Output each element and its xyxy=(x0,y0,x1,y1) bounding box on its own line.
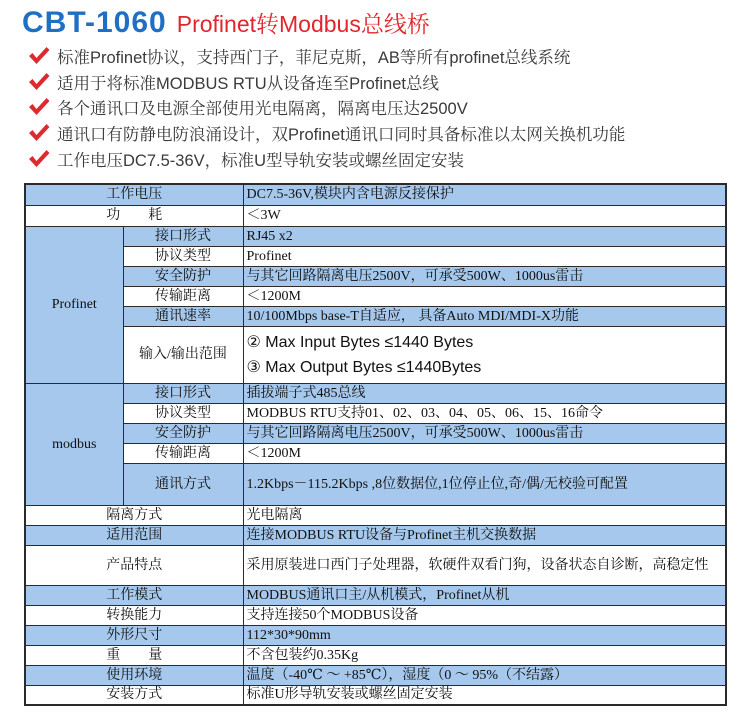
spec-value: 插拔端子式485总线 xyxy=(243,383,726,403)
spec-row-isolation xyxy=(25,505,726,525)
spec-label: 输入/输出范围 xyxy=(123,326,243,383)
spec-label: 安装方式 xyxy=(25,685,243,705)
feature-item xyxy=(28,69,625,95)
spec-value: 光电隔离 xyxy=(243,505,726,525)
check-icon xyxy=(28,97,50,117)
io-output-bytes: ③ Max Output Bytes ≤1440Bytes xyxy=(246,358,482,376)
spec-row-dimensions xyxy=(25,625,726,645)
spec-label: 功 耗 xyxy=(25,205,243,226)
spec-row-weight xyxy=(25,645,726,665)
spec-table xyxy=(24,183,727,706)
spec-value: Profinet xyxy=(243,246,726,266)
spec-value: 与其它回路隔离电压2500V，可承受500W、1000us雷击 xyxy=(243,266,726,286)
spec-label: 协议类型 xyxy=(123,246,243,266)
spec-row-capacity xyxy=(25,605,726,625)
feature-text: 各个通讯口及电源全部使用光电隔离，隔离电压达2500V xyxy=(57,100,468,119)
model-name: CBT-1060 xyxy=(22,6,167,39)
spec-row-features xyxy=(25,545,726,585)
spec-row-environment xyxy=(25,665,726,685)
check-icon xyxy=(28,149,50,169)
spec-value: ＜1200M xyxy=(243,286,726,306)
spec-value: 112*30*90mm xyxy=(243,625,726,645)
spec-value: 支持连接50个MODBUS设备 xyxy=(243,605,726,625)
spec-row-modbus-comm-mode xyxy=(25,463,726,505)
product-subtitle: Profinet转Modbus总线桥 xyxy=(176,11,430,37)
spec-value: 采用原装进口西门子处理器，软硬件双看门狗，设备状态自诊断，高稳定性 xyxy=(243,545,726,585)
spec-label: 通讯速率 xyxy=(123,306,243,326)
spec-label: 协议类型 xyxy=(123,403,243,423)
spec-label: 适用范围 xyxy=(25,525,243,545)
spec-row-work-mode xyxy=(25,585,726,605)
feature-text: 工作电压DC7.5-36V，标准U型导轨安装或螺丝固定安装 xyxy=(57,152,465,171)
spec-row-modbus-distance xyxy=(25,443,726,463)
feature-text: 适用于将标准MODBUS RTU从设备连至Profinet总线 xyxy=(57,74,439,93)
spec-label: 外形尺寸 xyxy=(25,625,243,645)
spec-value: ＜1200M xyxy=(243,443,726,463)
spec-row-modbus-protocol xyxy=(25,403,726,423)
feature-text: 标准Profinet协议，支持西门子，菲尼克斯，AB等所有profinet总线系统 xyxy=(57,48,571,67)
spec-value: MODBUS RTU支持01、02、03、04、05、06、15、16命令 xyxy=(243,403,726,423)
spec-value: 标准U形导轨安装或螺丝固定安装 xyxy=(243,685,726,705)
spec-label: 工作模式 xyxy=(25,585,243,605)
spec-label: 通讯方式 xyxy=(123,463,243,505)
io-input-bytes: ② Max Input Bytes ≤1440 Bytes xyxy=(246,333,474,351)
product-title xyxy=(22,3,430,43)
spec-label: 隔离方式 xyxy=(25,505,243,525)
check-icon xyxy=(28,46,50,66)
spec-value: DC7.5-36V,模块内含电源反接保护 xyxy=(243,184,726,205)
spec-value: 10/100Mbps base-T自适应， 具备Auto MDI/MDI-X功能 xyxy=(243,306,726,326)
spec-label: 安全防护 xyxy=(123,423,243,443)
spec-label: 产品特点 xyxy=(25,545,243,585)
spec-value: 连接MODBUS RTU设备与Profinet主机交换数据 xyxy=(243,525,726,545)
spec-value: MODBUS通讯口主/从机模式，Profinet从机 xyxy=(243,585,726,605)
spec-row-application xyxy=(25,525,726,545)
spec-row-profinet-distance xyxy=(25,286,726,306)
spec-row-working-voltage xyxy=(25,184,726,205)
profinet-group-label: Profinet xyxy=(25,226,123,383)
modbus-group-label: modbus xyxy=(25,383,123,505)
spec-row-modbus-interface xyxy=(25,383,726,403)
spec-row-profinet-io-range xyxy=(25,326,726,383)
spec-row-installation xyxy=(25,685,726,705)
feature-item xyxy=(28,120,625,146)
spec-label: 使用环境 xyxy=(25,665,243,685)
feature-text: 通讯口有防静电防浪涌设计，双Profinet通讯口同时具备标准以太网关换机功能 xyxy=(57,126,626,145)
feature-item xyxy=(28,95,625,121)
spec-value: ＜3W xyxy=(243,205,726,226)
spec-row-modbus-protection xyxy=(25,423,726,443)
feature-item xyxy=(28,146,625,172)
spec-row-profinet-protocol xyxy=(25,246,726,266)
spec-label: 转换能力 xyxy=(25,605,243,625)
spec-row-profinet-speed xyxy=(25,306,726,326)
feature-list xyxy=(28,43,625,172)
spec-label: 传输距离 xyxy=(123,286,243,306)
spec-row-power xyxy=(25,205,726,226)
spec-label: 传输距离 xyxy=(123,443,243,463)
spec-value: RJ45 x2 xyxy=(243,226,726,246)
check-icon xyxy=(28,123,50,143)
spec-label: 接口形式 xyxy=(123,383,243,403)
spec-label: 安全防护 xyxy=(123,266,243,286)
spec-label: 接口形式 xyxy=(123,226,243,246)
spec-value: 1.2Kbps－115.2Kbps ,8位数据位,1位停止位,奇/偶/无校验可配置 xyxy=(243,463,726,505)
spec-row-profinet-interface xyxy=(25,226,726,246)
spec-value: 与其它回路隔离电压2500V，可承受500W、1000us雷击 xyxy=(243,423,726,443)
spec-label: 工作电压 xyxy=(25,184,243,205)
spec-label: 重 量 xyxy=(25,645,243,665)
spec-value: 温度（-40℃ ～ +85℃），湿度（0 ～ 95%（不结露） xyxy=(243,665,726,685)
spec-value xyxy=(243,326,726,383)
feature-item xyxy=(28,43,625,69)
spec-value: 不含包装约0.35Kg xyxy=(243,645,726,665)
check-icon xyxy=(28,72,50,92)
spec-row-profinet-protection xyxy=(25,266,726,286)
